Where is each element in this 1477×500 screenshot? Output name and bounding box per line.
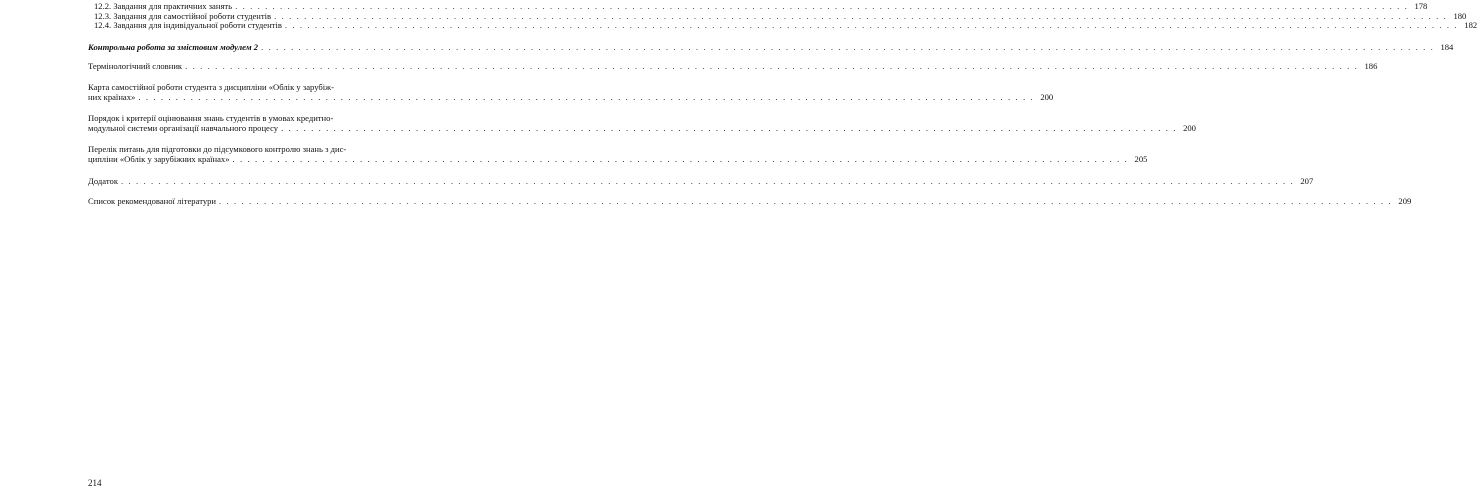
toc-entry-page: 209 [1398, 196, 1412, 207]
toc-entry-page: 186 [1364, 61, 1378, 72]
toc-entry-title: 12.3. Завдання для самостійної роботи студентів [94, 10, 272, 21]
toc-entry-self-work-card [88, 81, 1054, 102]
toc-entry-title: 12.2. Завдання для практичних занять [94, 1, 233, 11]
toc-entry-page: 180 [1453, 10, 1467, 21]
toc-entry-page: 182 [1464, 20, 1477, 31]
toc-entry-title: Контрольна робота за змістовим модулем 2 [88, 41, 259, 52]
toc-entry-title-line2: модульної системи організації навчального процесу [88, 122, 279, 133]
toc-entry-literature [88, 196, 1412, 207]
toc-leader-dots: . . . . . . . . . . . . . . . . . . . . . . . . . . . . . . . . . . . . . . . . . . . . . . . . . . . . . . . . . . . . . . . . . . . . . . . . . . . . . . . . . . . . . . . . . . . . . . . . . . . . . . . . . . . . . . . . . . . . . . . . [138, 91, 1035, 102]
toc-entry-title-line1: Порядок і критерії оцінювання знань студентів в умовах кредитно- [88, 113, 334, 124]
toc-entry-glossary [88, 61, 1378, 72]
toc-entry-page: 178 [1414, 1, 1428, 11]
toc-entry-questions [88, 144, 1148, 164]
toc-leader-dots: . . . . . . . . . . . . . . . . . . . . . . . . . . . . . . . . . . . . . . . . . . . . . . . . . . . . . . . . . . . . . . . . . . . . . . . . . . . . . . . . . . . . . . . . . . . . . . . . . . . . . . . . . . . . . . . . . . . . . . . . [281, 122, 1177, 133]
toc-entry-title: Список рекомендованої літератури [88, 196, 217, 207]
toc-entry-page: 207 [1300, 175, 1314, 186]
toc-entry-page: 200 [1183, 122, 1196, 133]
toc-entry-title-line2: них країнах» [88, 91, 136, 102]
toc-leader-dots: . . . . . . . . . . . . . . . . . . . . . . . . . . . . . . . . . . . . . . . . . . . . . . . . . . . . . . . . . . . . . . . . . . . . . . . . . . . . . . . . . . . . . . . . . . . . . . . . . . . . . . . . . . . . . . . . . . . . . . . . [232, 153, 1129, 164]
toc-leader-dots [121, 177, 1294, 187]
toc-entry-title-line1: Перелік питань для підготовки до підсумкового контролю знань з дис- [88, 144, 347, 155]
toc-entry-title: Термінологічний словник [88, 61, 183, 72]
toc-entry-title-line2: ципліни «Облік у зарубіжних країнах» [88, 153, 230, 164]
toc-leader-dots [285, 21, 1458, 31]
toc-entry-page: 200 [1040, 91, 1054, 102]
toc-entry-page: 205 [1134, 153, 1148, 164]
toc-leader-dots [261, 43, 1434, 53]
toc-entry-title: Додаток [88, 175, 118, 186]
toc-leader-dots [219, 197, 1392, 207]
toc-entry-page: 184 [1440, 41, 1454, 52]
page-number: 214 [88, 478, 102, 488]
toc-entry-appendix [88, 175, 1314, 187]
toc-entry-title-line1: Карта самостійної роботи студента з дисципліни «Облік у зарубіж- [88, 81, 334, 92]
toc-entry-12-4 [88, 20, 1477, 31]
table-of-contents [88, 0, 1477, 207]
toc-entry-title: 12.4. Завдання для індивідуальної роботи студентів [94, 20, 282, 31]
toc-entry-assessment [88, 113, 1196, 133]
toc-entry-control-work [88, 41, 1454, 53]
toc-leader-dots [185, 62, 1358, 72]
